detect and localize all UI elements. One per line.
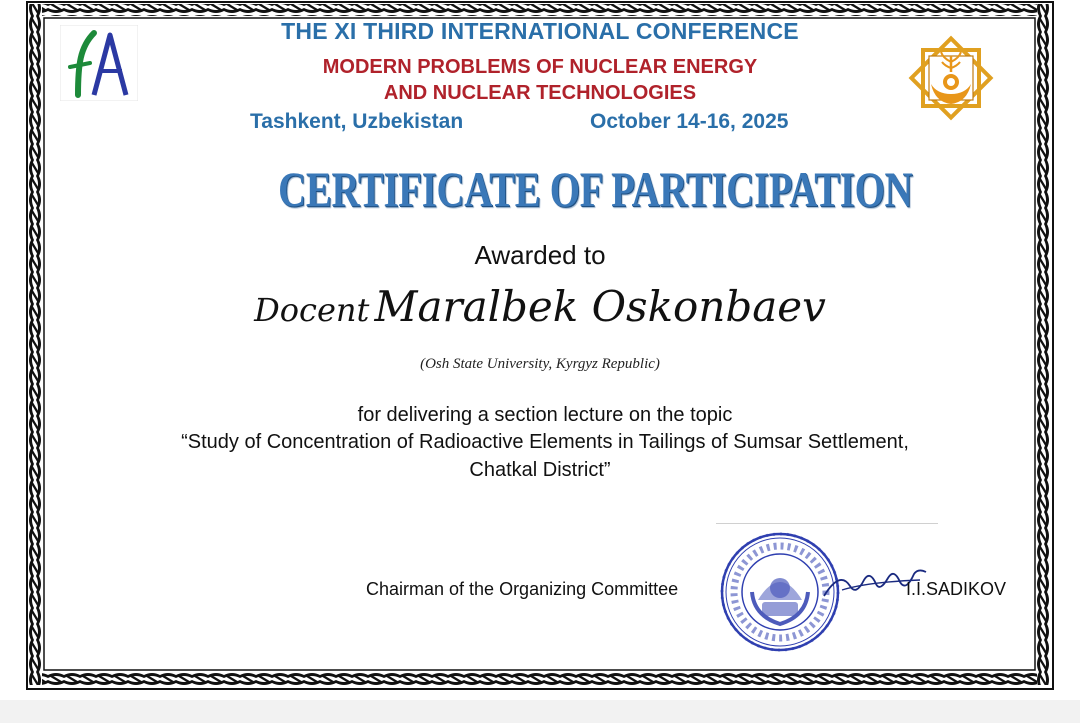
certificate-heading: CERTIFICATE OF PARTICIPATION bbox=[278, 161, 913, 217]
reason-line-1: for delivering a section lecture on the topic bbox=[357, 404, 733, 426]
conference-subtitle-line1: MODERN PROBLEMS OF NUCLEAR ENERGY bbox=[322, 56, 758, 78]
conference-dates: October 14-16, 2025 bbox=[590, 110, 789, 133]
signatory-name: I.I.SADIKOV bbox=[906, 579, 1007, 599]
signatory-role: Chairman of the Organizing Committee bbox=[366, 579, 679, 599]
page-bottom-strip bbox=[0, 700, 1080, 723]
conference-title: THE XI THIRD INTERNATIONAL CONFERENCE bbox=[281, 18, 799, 44]
conference-location: Tashkent, Uzbekistan bbox=[250, 110, 464, 133]
octagram-emblem bbox=[905, 32, 997, 124]
recipient-name: Maralbek Oskonbaev bbox=[374, 282, 826, 331]
conference-subtitle-line2: AND NUCLEAR TECHNOLOGIES bbox=[383, 82, 697, 104]
fa-logo bbox=[60, 25, 138, 101]
recipient-line bbox=[140, 282, 940, 331]
recipient-title: Docent bbox=[254, 291, 370, 329]
awarded-to-label: Awarded to bbox=[474, 240, 606, 270]
reason-line-3: Chatkal District” bbox=[469, 459, 611, 481]
signature-rule bbox=[716, 523, 938, 524]
reason-line-2: “Study of Concentration of Radioactive Elements in Tailings of Sumsar Settlement, bbox=[181, 431, 909, 453]
recipient-affiliation: (Osh State University, Kyrgyz Republic) bbox=[420, 356, 660, 372]
